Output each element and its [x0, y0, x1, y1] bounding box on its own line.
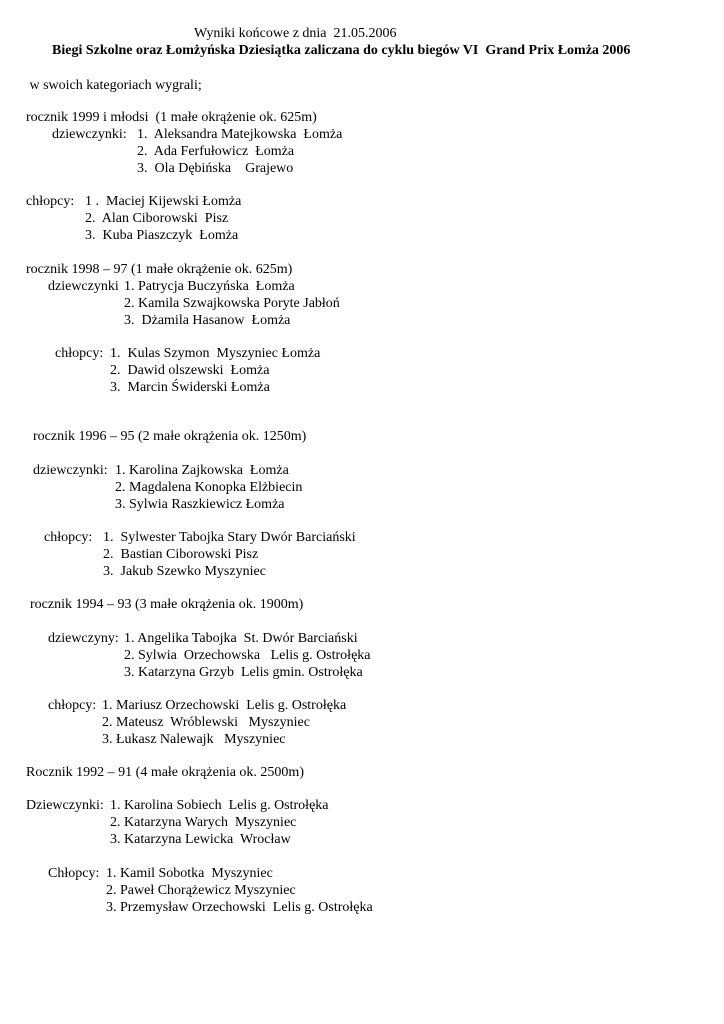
boys-label: chłopcy: [55, 346, 104, 361]
girls-label: dziewczynki: [52, 127, 127, 142]
event-title: Biegi Szkolne oraz Łomżyńska Dziesiątka zaliczana do cyklu biegów VI Grand Prix Łomża 2006 [52, 43, 631, 58]
result-entry: 3. Ola Dębińska Grajewo [137, 161, 294, 176]
result-entry: 1. Sylwester Tabojka Stary Dwór Barciański [103, 530, 356, 545]
result-entry: 3. Katarzyna Grzyb Lelis gmin. Ostrołęka [124, 665, 363, 680]
result-entry: 1. Patrycja Buczyńska Łomża [124, 279, 295, 294]
intro-text: w swoich kategoriach wygrali; [26, 78, 202, 93]
girls-label: dziewczynki [48, 279, 119, 294]
category-heading: rocznik 1998 – 97 (1 małe okrążenie ok. 625m) [26, 262, 293, 277]
result-entry: 3. Jakub Szewko Myszyniec [103, 564, 266, 579]
result-entry: 1. Angelika Tabojka St. Dwór Barciański [124, 631, 358, 646]
result-entry: 1. Kamil Sobotka Myszyniec [106, 866, 273, 881]
result-entry: 2. Paweł Chorążewicz Myszyniec [106, 883, 296, 898]
boys-label: Chłopcy: [48, 866, 100, 881]
result-entry: 2. Ada Ferfułowicz Łomża [137, 144, 295, 159]
boys-label: chłopcy: [48, 698, 97, 713]
result-entry: 1. Karolina Sobiech Lelis g. Ostrołęka [110, 798, 329, 813]
result-entry: 3. Marcin Świderski Łomża [110, 380, 270, 395]
result-entry: 2. Alan Ciborowski Pisz [85, 211, 229, 226]
result-entry: 3. Kuba Piaszczyk Łomża [85, 228, 239, 243]
result-entry: 2. Sylwia Orzechowska Lelis g. Ostrołęka [124, 648, 371, 663]
result-entry: 2. Kamila Szwajkowska Poryte Jabłoń [124, 296, 340, 311]
result-entry: 3. Łukasz Nalewajk Myszyniec [102, 732, 286, 747]
boys-label: chłopcy: [26, 194, 75, 209]
girls-label: dziewczynki: [33, 463, 108, 478]
girls-label: dziewczyny: [48, 631, 119, 646]
result-entry: 3. Sylwia Raszkiewicz Łomża [115, 497, 285, 512]
result-entry: 1. Aleksandra Matejkowska Łomża [137, 127, 343, 142]
category-heading: rocznik 1996 – 95 (2 małe okrążenia ok. 1250m) [33, 429, 307, 444]
result-entry: 2. Katarzyna Warych Myszyniec [110, 815, 297, 830]
category-heading: rocznik 1999 i młodsi (1 małe okrążenie ok. 625m) [26, 110, 317, 125]
result-entry: 2. Dawid olszewski Łomża [110, 363, 270, 378]
boys-label: chłopcy: [44, 530, 93, 545]
result-entry: 2. Mateusz Wróblewski Myszyniec [102, 715, 310, 730]
category-heading: rocznik 1994 – 93 (3 małe okrążenia ok. 1900m) [30, 597, 304, 612]
result-entry: 1. Karolina Zajkowska Łomża [115, 463, 289, 478]
result-entry: 3. Dżamila Hasanow Łomża [124, 313, 291, 328]
result-entry: 1. Mariusz Orzechowski Lelis g. Ostrołęka [102, 698, 347, 713]
result-entry: 1. Kulas Szymon Myszyniec Łomża [110, 346, 321, 361]
date-line: Wyniki końcowe z dnia 21.05.2006 [194, 26, 397, 41]
result-entry: 1 . Maciej Kijewski Łomża [85, 194, 242, 209]
result-entry: 3. Katarzyna Lewicka Wrocław [110, 832, 291, 847]
result-entry: 3. Przemysław Orzechowski Lelis g. Ostrołęka [106, 900, 373, 915]
category-heading: Rocznik 1992 – 91 (4 małe okrążenia ok. 2500m) [26, 765, 304, 780]
girls-label: Dziewczynki: [26, 798, 104, 813]
result-entry: 2. Magdalena Konopka Elżbiecin [115, 480, 303, 495]
result-entry: 2. Bastian Ciborowski Pisz [103, 547, 259, 562]
